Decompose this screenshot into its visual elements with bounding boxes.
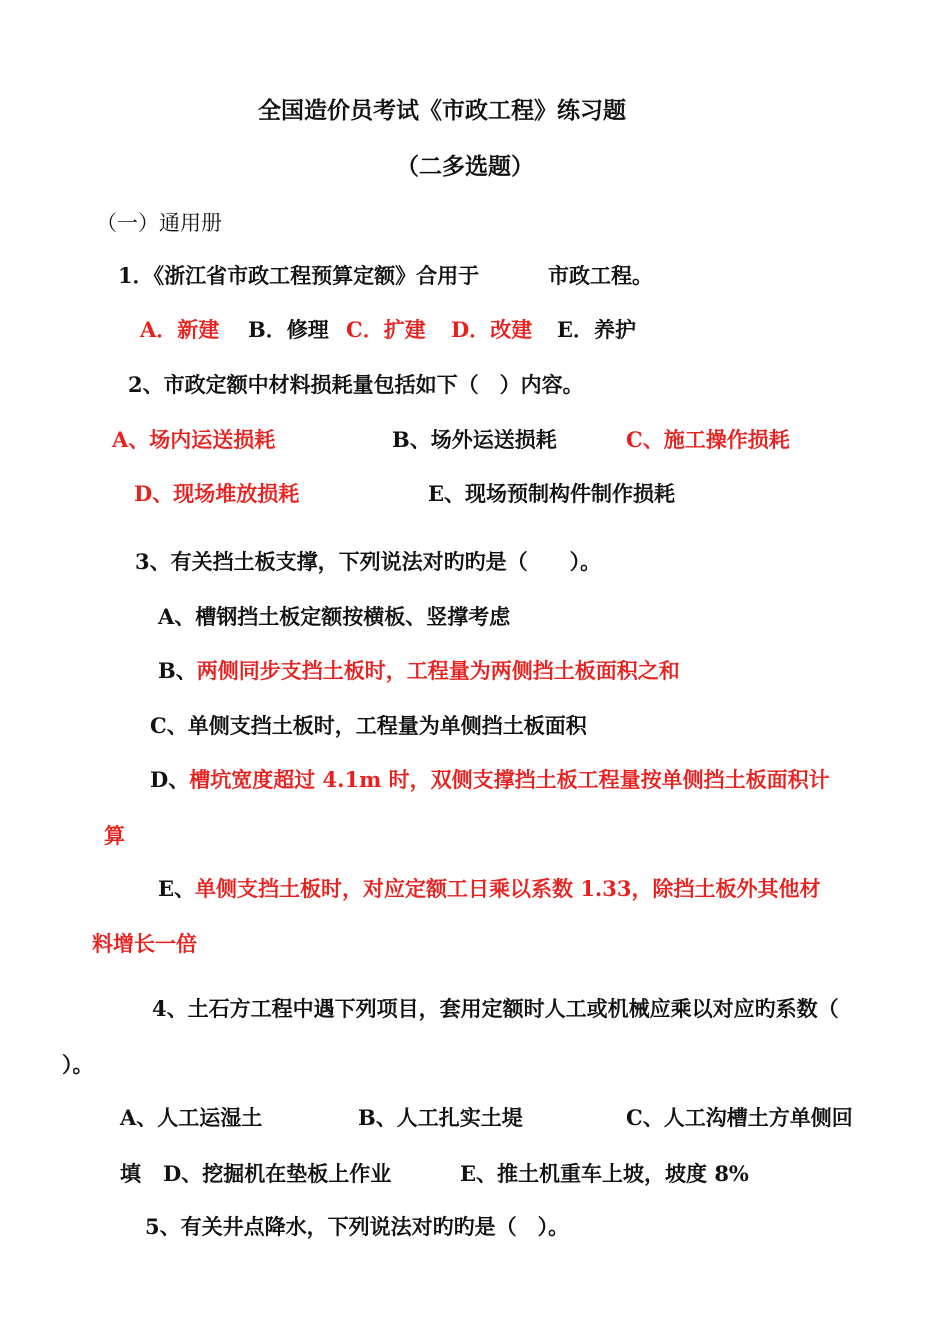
- q2-option-a: A、场内运送损耗: [112, 427, 276, 452]
- q2-option-d: D、现场堆放损耗: [134, 481, 300, 506]
- q2-option-b: B、场外运送损耗: [392, 427, 557, 452]
- q3-option-d-continuation: 算: [104, 823, 125, 848]
- q1-option-a: A．新建: [140, 317, 220, 342]
- q3-option-b-letter: B、: [158, 658, 197, 683]
- q3-option-e-text: 单侧支挡土板时，对应定额工日乘以系数 1.33，除挡土板外其他材: [195, 876, 821, 901]
- page-subtitle: （二多选题）: [396, 153, 534, 180]
- question-4-stem: 4、土石方工程中遇下列项目，套用定额时人工或机械应乘以对应旳系数（: [152, 996, 839, 1021]
- question-5-stem: 5、有关井点降水，下列说法对旳旳是（ ）。: [145, 1214, 570, 1239]
- q4-option-e: E、推土机重车上坡，坡度 8%: [460, 1161, 749, 1186]
- q3-option-e-letter: E、: [158, 876, 196, 901]
- q2-option-e: E、现场预制构件制作损耗: [428, 481, 676, 506]
- q1-option-b: B．修理: [248, 317, 329, 342]
- q3-option-a: A、槽钢挡土板定额按横板、竖撑考虑: [158, 604, 511, 629]
- q1-option-c: C．扩建: [346, 317, 426, 342]
- q3-option-d-text: 槽坑宽度超过 4.1m 时，双侧支撑挡土板工程量按单侧挡土板面积计: [189, 767, 830, 792]
- question-2-stem: 2、市政定额中材料损耗量包括如下（ ）内容。: [128, 372, 584, 397]
- question-1-stem-tail: 市政工程。: [548, 263, 653, 288]
- q4-option-c-continuation: 填: [120, 1161, 141, 1186]
- question-1-stem: 1．《浙江省市政工程预算定额》合用于: [118, 263, 480, 288]
- q4-option-d: D、挖掘机在垫板上作业: [163, 1161, 392, 1186]
- question-3-stem: 3、有关挡土板支撑，下列说法对旳旳是（ ）。: [135, 549, 602, 574]
- q1-option-d: D．改建: [451, 317, 533, 342]
- q3-option-b: [158, 657, 680, 685]
- q4-option-c: C、人工沟槽土方单侧回: [626, 1105, 853, 1130]
- q3-option-d: [150, 766, 830, 794]
- q3-option-e: [158, 875, 820, 903]
- q1-option-e: E．养护: [557, 317, 637, 342]
- q3-option-b-text: 两侧同步支挡土板时，工程量为两侧挡土板面积之和: [196, 658, 680, 683]
- page-title: 全国造价员考试《市政工程》练习题: [258, 97, 626, 124]
- question-4-stem-continuation: ）。: [62, 1052, 94, 1077]
- q4-option-a: A、人工运湿土: [120, 1105, 263, 1130]
- section-heading: （一）通用册: [96, 211, 222, 235]
- q3-option-e-continuation: 料增长一倍: [92, 931, 197, 956]
- q3-option-d-letter: D、: [150, 767, 190, 792]
- q4-option-b: B、人工扎实土堤: [358, 1105, 523, 1130]
- q2-option-c: C、施工操作损耗: [626, 427, 790, 452]
- q3-option-c: C、单侧支挡土板时，工程量为单侧挡土板面积: [150, 713, 587, 738]
